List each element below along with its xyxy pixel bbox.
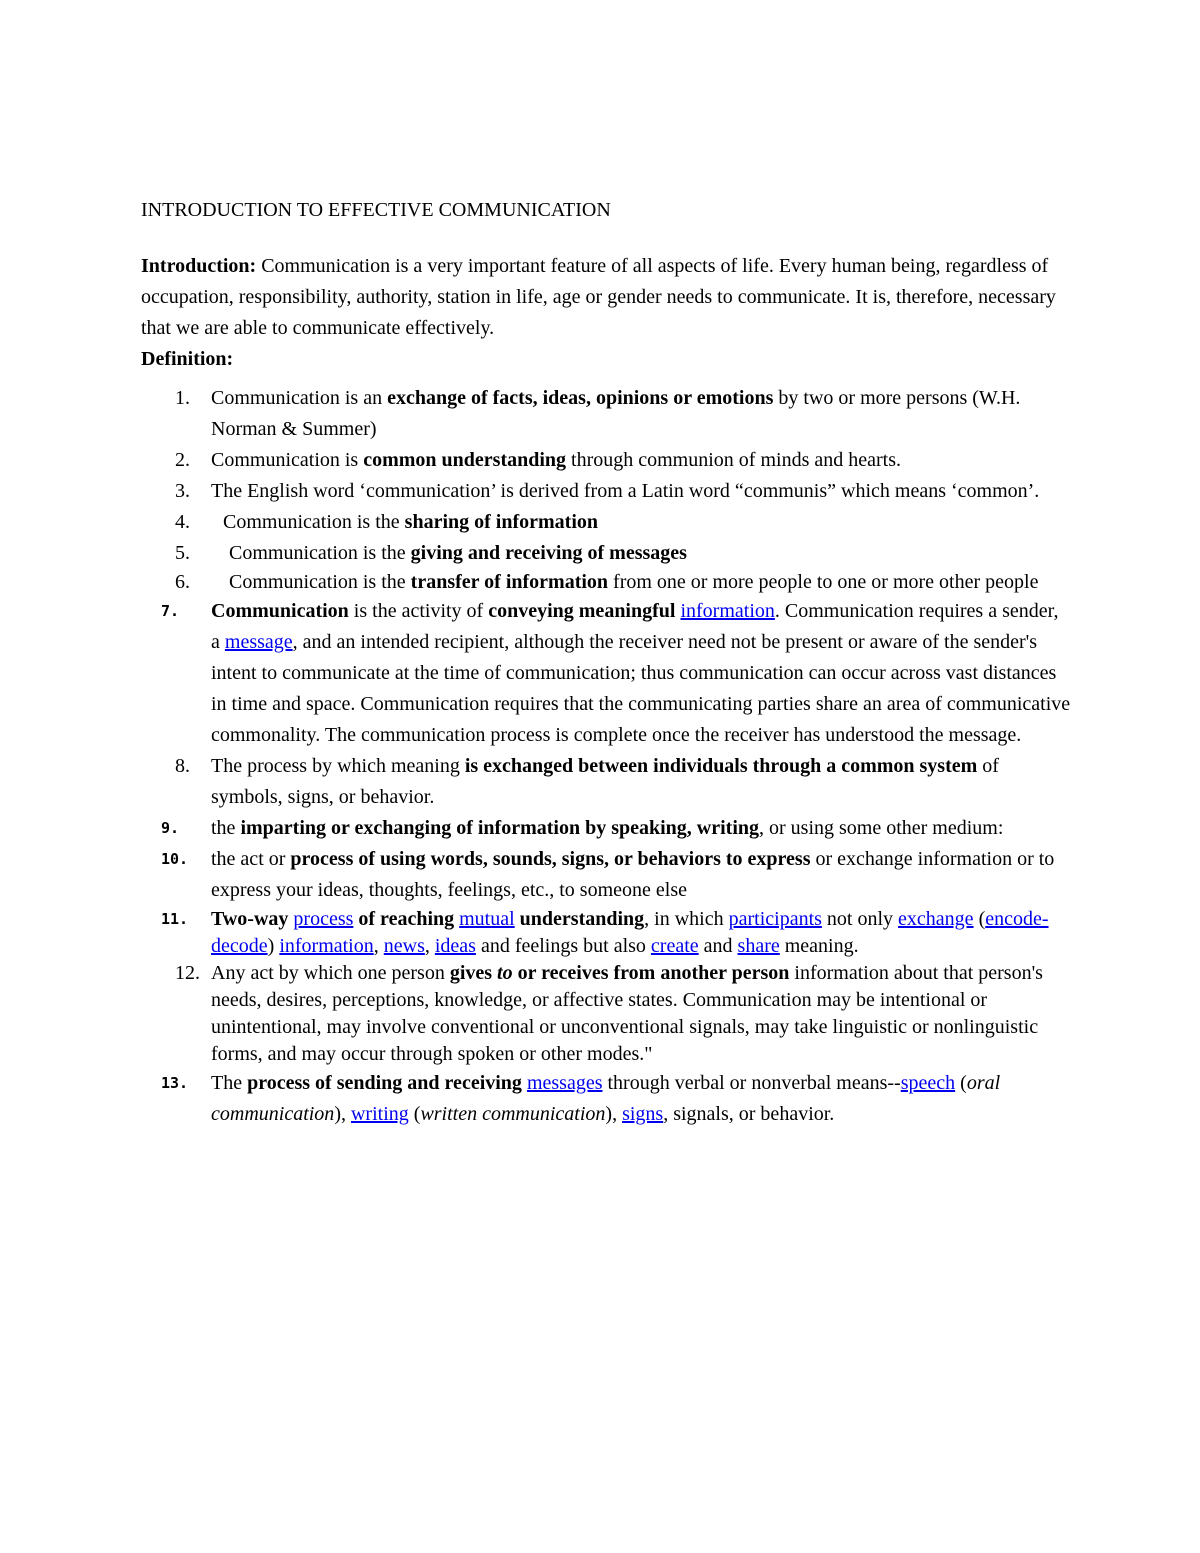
text-run: or exchange information or to express your ideas, thoughts, feelings, etc., to someone else bbox=[211, 848, 1055, 901]
text-run: oral communication bbox=[211, 1072, 1001, 1125]
text-run: Communication is the bbox=[223, 511, 405, 533]
item-text bbox=[211, 908, 1049, 957]
bold-text: or receives from another person bbox=[512, 962, 790, 984]
bold-text: process of using words, sounds, signs, or behaviors to express bbox=[290, 848, 811, 870]
text-run: Communication is the bbox=[229, 542, 411, 564]
bold-text: imparting or exchanging of information by speaking, writing bbox=[240, 817, 759, 839]
item-text bbox=[211, 387, 1020, 440]
item-number: 10. bbox=[161, 850, 189, 868]
text-run: meaning. bbox=[779, 935, 859, 957]
item-number: 5. bbox=[175, 542, 190, 564]
item-text bbox=[211, 848, 1054, 901]
item-number: 6. bbox=[175, 571, 190, 593]
definition-item bbox=[141, 813, 1071, 844]
bold-text: is exchanged between individuals through a common system bbox=[464, 755, 978, 777]
hyperlink[interactable]: encode-decode bbox=[211, 908, 1049, 957]
hyperlink[interactable]: speech bbox=[900, 1072, 956, 1094]
definition-item bbox=[141, 445, 1071, 476]
text-run: ( bbox=[973, 908, 986, 930]
hyperlink[interactable]: message bbox=[224, 631, 293, 653]
hyperlink[interactable]: process bbox=[293, 908, 354, 930]
document-title: INTRODUCTION TO EFFECTIVE COMMUNICATION bbox=[141, 199, 611, 221]
item-text bbox=[211, 962, 1043, 1065]
text-run: , and an intended recipient, although the receiver need not be present or aware of the sender's intent to communicate at the time of communication; thus communication can occur across vast distances in time and space. Communication requires that the communicating parties share an area of communicative commonality. The communication process is complete once the receiver has understood the message. bbox=[211, 631, 1071, 746]
item-number: 9. bbox=[161, 819, 180, 837]
item-number: 4. bbox=[175, 511, 190, 533]
text-run: not only bbox=[821, 908, 899, 930]
item-text bbox=[211, 1072, 1000, 1125]
item-number: 7. bbox=[161, 602, 180, 620]
item-text bbox=[211, 542, 687, 564]
definition-heading: Definition: bbox=[141, 348, 234, 370]
bold-text: Two-way bbox=[211, 908, 289, 930]
text-run: the act or bbox=[211, 848, 291, 870]
item-text bbox=[211, 511, 598, 533]
text-run: , bbox=[424, 935, 435, 957]
bold-text: process of sending and receiving bbox=[247, 1072, 522, 1094]
hyperlink[interactable]: mutual bbox=[459, 908, 515, 930]
intro-text: Communication is a very important feature of all aspects of life. Every human being, regardless of occupation, responsibility, authority, station in life, age or gender needs to communicate. It is, therefore, necessary that we are able to communicate effectively. bbox=[141, 255, 1056, 339]
hyperlink[interactable]: share bbox=[737, 935, 780, 957]
definition-item bbox=[141, 569, 1071, 596]
text-run: by two or more persons (W.H. Norman & Summer) bbox=[211, 387, 1021, 440]
item-number: 13. bbox=[161, 1074, 189, 1092]
bold-text: common understanding bbox=[363, 449, 567, 471]
bold-text: transfer of information bbox=[410, 571, 609, 593]
text-run: , bbox=[373, 935, 384, 957]
bold-text: understanding bbox=[519, 908, 645, 930]
bold-text: sharing of information bbox=[404, 511, 598, 533]
bold-text: giving and receiving of messages bbox=[410, 542, 687, 564]
item-text bbox=[211, 571, 1038, 593]
text-run: , or using some other medium: bbox=[759, 817, 1004, 839]
text-run: of symbols, signs, or behavior. bbox=[211, 755, 999, 808]
definition-item bbox=[141, 751, 1071, 813]
text-run: , signals, or behavior. bbox=[663, 1103, 835, 1125]
bold-text: gives bbox=[449, 962, 498, 984]
item-number: 11. bbox=[161, 910, 189, 928]
item-text bbox=[211, 480, 1039, 502]
hyperlink[interactable]: writing bbox=[350, 1103, 409, 1125]
definition-item bbox=[141, 906, 1071, 960]
hyperlink[interactable]: information bbox=[680, 600, 775, 622]
text-run: , in which bbox=[644, 908, 729, 930]
text-run: The English word ‘communication’ is derived from a Latin word “communis” which means ‘common’. bbox=[211, 480, 1040, 502]
text-run: ) bbox=[267, 935, 280, 957]
text-run: ), bbox=[334, 1103, 351, 1125]
item-text bbox=[211, 600, 1070, 746]
text-run: ( bbox=[408, 1103, 421, 1125]
intro-label: Introduction: bbox=[141, 255, 257, 277]
hyperlink[interactable]: exchange bbox=[898, 908, 974, 930]
item-number: 8. bbox=[175, 755, 190, 777]
hyperlink[interactable]: create bbox=[650, 935, 699, 957]
text-run: through communion of minds and hearts. bbox=[566, 449, 901, 471]
hyperlink[interactable]: news bbox=[383, 935, 425, 957]
text-run: written communication bbox=[420, 1103, 606, 1125]
definition-item bbox=[141, 476, 1071, 507]
hyperlink[interactable]: participants bbox=[728, 908, 822, 930]
text-run: ( bbox=[955, 1072, 967, 1094]
hyperlink[interactable]: ideas bbox=[434, 935, 476, 957]
definition-list bbox=[141, 383, 1071, 1130]
text-run: and bbox=[698, 935, 738, 957]
item-number: 1. bbox=[175, 387, 190, 409]
item-text bbox=[211, 449, 901, 471]
definition-item bbox=[141, 507, 1071, 538]
intro-paragraph bbox=[141, 251, 1071, 344]
text-run: and feelings but also bbox=[475, 935, 651, 957]
definition-item bbox=[141, 383, 1071, 445]
bold-text: conveying meaningful bbox=[488, 600, 676, 622]
text-run: Any act by which one person bbox=[211, 962, 450, 984]
text-run: The process by which meaning bbox=[211, 755, 465, 777]
text-run: . Communication requires a sender, a bbox=[211, 600, 1059, 653]
bold-text: Communication bbox=[211, 600, 349, 622]
text-run: ), bbox=[605, 1103, 623, 1125]
item-number: 12. bbox=[175, 962, 200, 984]
text-run: Communication is bbox=[211, 449, 364, 471]
bold-text: of reaching bbox=[358, 908, 455, 930]
item-number: 3. bbox=[175, 480, 190, 502]
document-page bbox=[141, 196, 1071, 1130]
item-text bbox=[211, 755, 999, 808]
text-run: Communication is the bbox=[229, 571, 411, 593]
text-run: from one or more people to one or more other people bbox=[608, 571, 1039, 593]
bold-text: to bbox=[497, 962, 513, 984]
text-run: is the activity of bbox=[348, 600, 489, 622]
hyperlink[interactable]: information bbox=[279, 935, 374, 957]
definition-item bbox=[141, 844, 1071, 906]
item-text bbox=[211, 817, 1003, 839]
hyperlink[interactable]: signs bbox=[622, 1103, 664, 1125]
bold-text: exchange of facts, ideas, opinions or emotions bbox=[387, 387, 774, 409]
item-number: 2. bbox=[175, 449, 190, 471]
definition-item bbox=[141, 1068, 1071, 1130]
hyperlink[interactable]: messages bbox=[526, 1072, 603, 1094]
definition-item bbox=[141, 596, 1071, 751]
text-run: through verbal or nonverbal means-- bbox=[602, 1072, 901, 1094]
text-run: the bbox=[211, 817, 241, 839]
text-run: information about that person's needs, desires, perceptions, knowledge, or affective states. Communication may be intentional or unintentional, may involve conventional or unconventional signals, may take linguistic or nonlinguistic forms, and may occur through spoken or other modes." bbox=[211, 962, 1043, 1065]
definition-item bbox=[141, 960, 1071, 1068]
text-run: The bbox=[211, 1072, 248, 1094]
text-run: Communication is an bbox=[211, 387, 388, 409]
definition-item bbox=[141, 538, 1071, 569]
